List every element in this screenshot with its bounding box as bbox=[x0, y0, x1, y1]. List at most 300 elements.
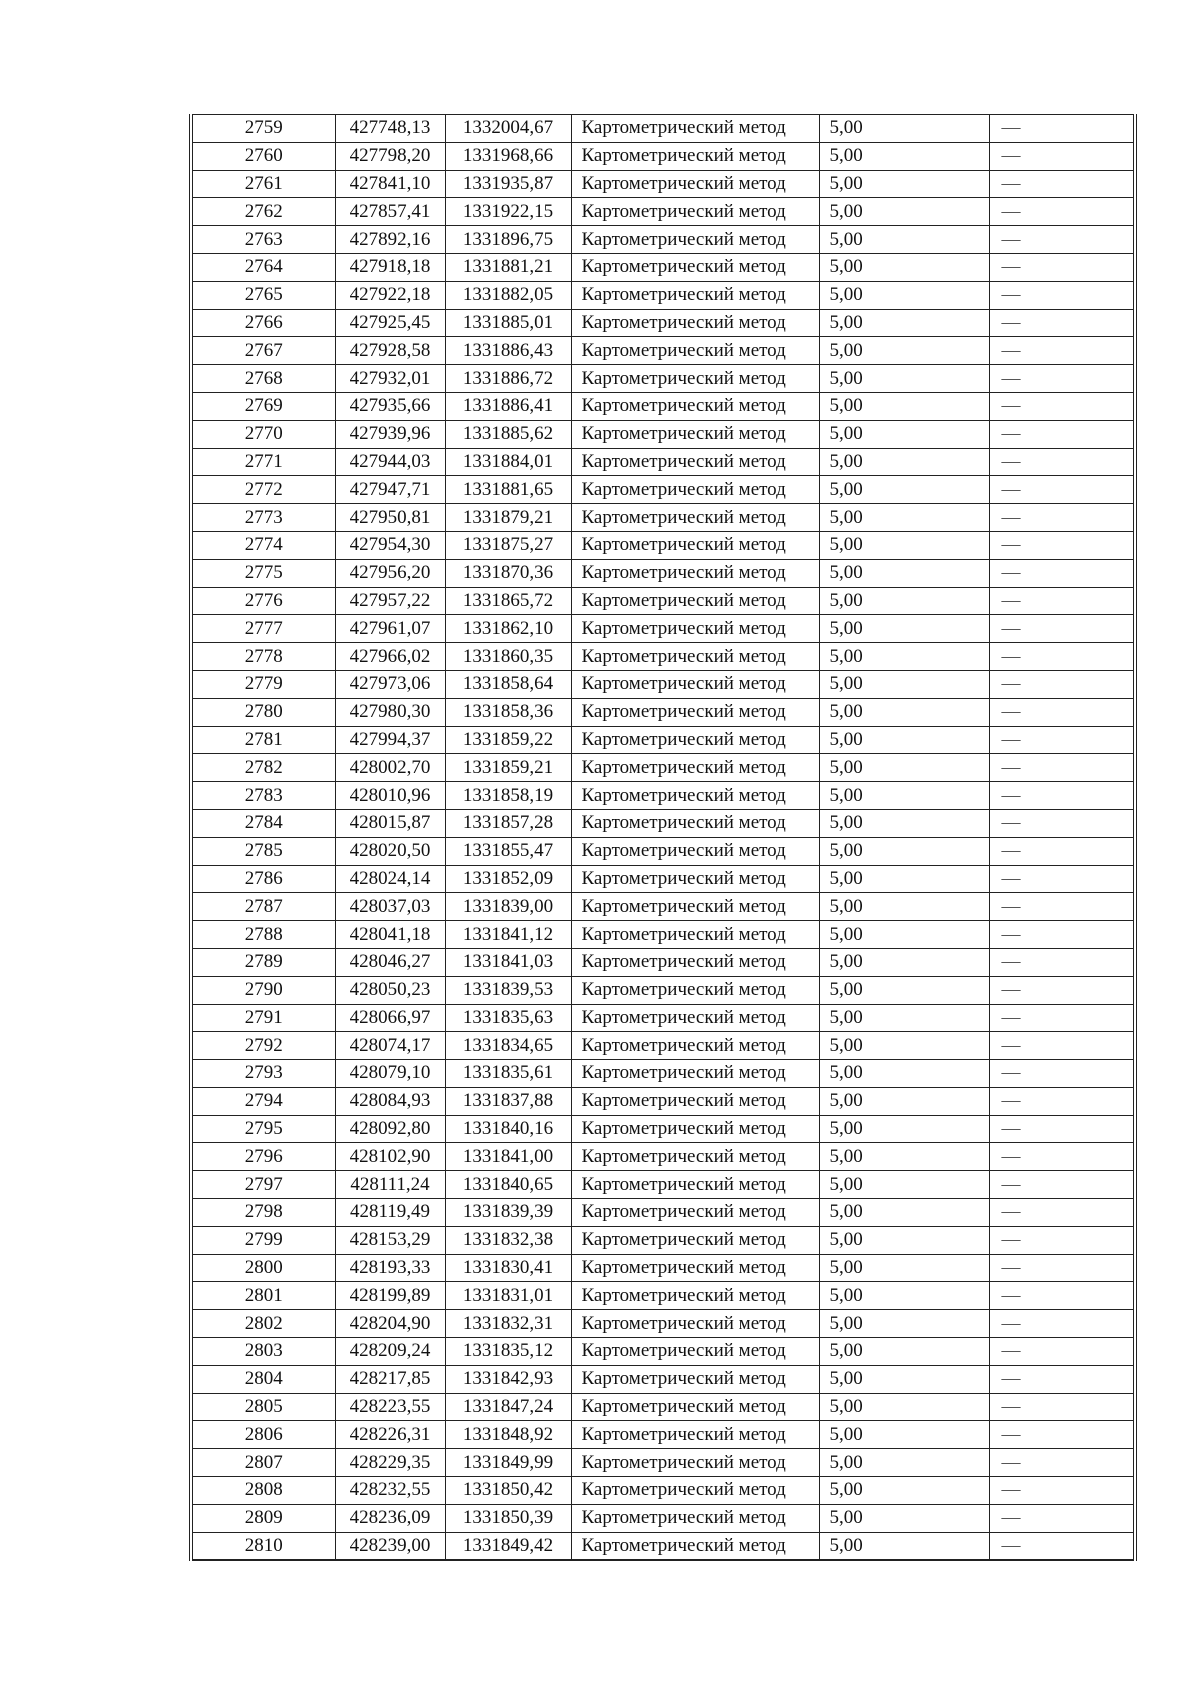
description-cell: — bbox=[989, 1004, 1135, 1032]
table-row bbox=[191, 893, 1135, 921]
point-number-cell: 2789 bbox=[191, 948, 335, 976]
point-number-cell: 2786 bbox=[191, 865, 335, 893]
precision-cell: 5,00 bbox=[819, 643, 989, 671]
point-number-cell: 2801 bbox=[191, 1282, 335, 1310]
table-row bbox=[191, 1421, 1135, 1449]
precision-cell: 5,00 bbox=[819, 1504, 989, 1532]
x-coordinate-cell: 428092,80 bbox=[335, 1115, 445, 1143]
precision-cell: 5,00 bbox=[819, 1421, 989, 1449]
description-cell: — bbox=[989, 1365, 1135, 1393]
description-cell: — bbox=[989, 837, 1135, 865]
method-cell: Картометрический метод bbox=[571, 1365, 819, 1393]
y-coordinate-cell: 1331842,93 bbox=[445, 1365, 571, 1393]
precision-cell: 5,00 bbox=[819, 198, 989, 226]
method-cell: Картометрический метод bbox=[571, 1477, 819, 1505]
y-coordinate-cell: 1331834,65 bbox=[445, 1032, 571, 1060]
precision-cell: 5,00 bbox=[819, 531, 989, 559]
y-coordinate-cell: 1331896,75 bbox=[445, 226, 571, 254]
y-coordinate-cell: 1331837,88 bbox=[445, 1087, 571, 1115]
y-coordinate-cell: 1331857,28 bbox=[445, 809, 571, 837]
description-cell: — bbox=[989, 504, 1135, 532]
precision-cell: 5,00 bbox=[819, 948, 989, 976]
point-number-cell: 2772 bbox=[191, 476, 335, 504]
y-coordinate-cell: 1331849,42 bbox=[445, 1532, 571, 1560]
precision-cell: 5,00 bbox=[819, 921, 989, 949]
description-cell: — bbox=[989, 893, 1135, 921]
x-coordinate-cell: 428119,49 bbox=[335, 1199, 445, 1227]
precision-cell: 5,00 bbox=[819, 837, 989, 865]
precision-cell: 5,00 bbox=[819, 754, 989, 782]
y-coordinate-cell: 1331839,53 bbox=[445, 976, 571, 1004]
description-cell: — bbox=[989, 1115, 1135, 1143]
precision-cell: 5,00 bbox=[819, 392, 989, 420]
point-number-cell: 2777 bbox=[191, 615, 335, 643]
method-cell: Картометрический метод bbox=[571, 198, 819, 226]
y-coordinate-cell: 1331832,31 bbox=[445, 1310, 571, 1338]
description-cell: — bbox=[989, 1421, 1135, 1449]
method-cell: Картометрический метод bbox=[571, 1338, 819, 1366]
method-cell: Картометрический метод bbox=[571, 893, 819, 921]
x-coordinate-cell: 428111,24 bbox=[335, 1171, 445, 1199]
y-coordinate-cell: 1331884,01 bbox=[445, 448, 571, 476]
precision-cell: 5,00 bbox=[819, 893, 989, 921]
x-coordinate-cell: 428239,00 bbox=[335, 1532, 445, 1560]
table-row bbox=[191, 420, 1135, 448]
precision-cell: 5,00 bbox=[819, 365, 989, 393]
y-coordinate-cell: 1331886,72 bbox=[445, 365, 571, 393]
point-number-cell: 2779 bbox=[191, 670, 335, 698]
point-number-cell: 2769 bbox=[191, 392, 335, 420]
point-number-cell: 2781 bbox=[191, 726, 335, 754]
point-number-cell: 2797 bbox=[191, 1171, 335, 1199]
description-cell: — bbox=[989, 1532, 1135, 1560]
point-number-cell: 2761 bbox=[191, 170, 335, 198]
precision-cell: 5,00 bbox=[819, 115, 989, 143]
description-cell: — bbox=[989, 115, 1135, 143]
description-cell: — bbox=[989, 948, 1135, 976]
description-cell: — bbox=[989, 531, 1135, 559]
description-cell: — bbox=[989, 253, 1135, 281]
y-coordinate-cell: 1331865,72 bbox=[445, 587, 571, 615]
description-cell: — bbox=[989, 726, 1135, 754]
point-number-cell: 2785 bbox=[191, 837, 335, 865]
method-cell: Картометрический метод bbox=[571, 226, 819, 254]
x-coordinate-cell: 428002,70 bbox=[335, 754, 445, 782]
y-coordinate-cell: 1331832,38 bbox=[445, 1226, 571, 1254]
x-coordinate-cell: 427892,16 bbox=[335, 226, 445, 254]
table-row bbox=[191, 476, 1135, 504]
description-cell: — bbox=[989, 337, 1135, 365]
point-number-cell: 2808 bbox=[191, 1477, 335, 1505]
precision-cell: 5,00 bbox=[819, 865, 989, 893]
point-number-cell: 2792 bbox=[191, 1032, 335, 1060]
description-cell: — bbox=[989, 1310, 1135, 1338]
table-row bbox=[191, 865, 1135, 893]
y-coordinate-cell: 1331879,21 bbox=[445, 504, 571, 532]
table-row bbox=[191, 170, 1135, 198]
description-cell: — bbox=[989, 1477, 1135, 1505]
description-cell: — bbox=[989, 698, 1135, 726]
table-row bbox=[191, 115, 1135, 143]
method-cell: Картометрический метод bbox=[571, 531, 819, 559]
method-cell: Картометрический метод bbox=[571, 1310, 819, 1338]
point-number-cell: 2788 bbox=[191, 921, 335, 949]
precision-cell: 5,00 bbox=[819, 1060, 989, 1088]
precision-cell: 5,00 bbox=[819, 1199, 989, 1227]
y-coordinate-cell: 1332004,67 bbox=[445, 115, 571, 143]
point-number-cell: 2794 bbox=[191, 1087, 335, 1115]
point-number-cell: 2784 bbox=[191, 809, 335, 837]
precision-cell: 5,00 bbox=[819, 337, 989, 365]
y-coordinate-cell: 1331858,64 bbox=[445, 670, 571, 698]
table-row bbox=[191, 948, 1135, 976]
table-row bbox=[191, 1060, 1135, 1088]
table-row bbox=[191, 921, 1135, 949]
table-row bbox=[191, 1143, 1135, 1171]
table-row bbox=[191, 837, 1135, 865]
method-cell: Картометрический метод bbox=[571, 948, 819, 976]
precision-cell: 5,00 bbox=[819, 615, 989, 643]
table-row bbox=[191, 643, 1135, 671]
x-coordinate-cell: 428153,29 bbox=[335, 1226, 445, 1254]
precision-cell: 5,00 bbox=[819, 1338, 989, 1366]
table-row bbox=[191, 1199, 1135, 1227]
y-coordinate-cell: 1331841,03 bbox=[445, 948, 571, 976]
y-coordinate-cell: 1331882,05 bbox=[445, 281, 571, 309]
x-coordinate-cell: 428066,97 bbox=[335, 1004, 445, 1032]
method-cell: Картометрический метод bbox=[571, 1393, 819, 1421]
description-cell: — bbox=[989, 782, 1135, 810]
point-number-cell: 2810 bbox=[191, 1532, 335, 1560]
method-cell: Картометрический метод bbox=[571, 1421, 819, 1449]
x-coordinate-cell: 428199,89 bbox=[335, 1282, 445, 1310]
table-row bbox=[191, 1504, 1135, 1532]
description-cell: — bbox=[989, 1143, 1135, 1171]
method-cell: Картометрический метод bbox=[571, 337, 819, 365]
x-coordinate-cell: 427857,41 bbox=[335, 198, 445, 226]
method-cell: Картометрический метод bbox=[571, 1060, 819, 1088]
x-coordinate-cell: 428046,27 bbox=[335, 948, 445, 976]
description-cell: — bbox=[989, 1032, 1135, 1060]
x-coordinate-cell: 427748,13 bbox=[335, 115, 445, 143]
x-coordinate-cell: 428084,93 bbox=[335, 1087, 445, 1115]
table-row bbox=[191, 448, 1135, 476]
x-coordinate-cell: 427932,01 bbox=[335, 365, 445, 393]
point-number-cell: 2790 bbox=[191, 976, 335, 1004]
y-coordinate-cell: 1331848,92 bbox=[445, 1421, 571, 1449]
precision-cell: 5,00 bbox=[819, 587, 989, 615]
x-coordinate-cell: 428041,18 bbox=[335, 921, 445, 949]
table-row bbox=[191, 142, 1135, 170]
y-coordinate-cell: 1331859,22 bbox=[445, 726, 571, 754]
y-coordinate-cell: 1331841,12 bbox=[445, 921, 571, 949]
x-coordinate-cell: 428050,23 bbox=[335, 976, 445, 1004]
description-cell: — bbox=[989, 365, 1135, 393]
description-cell: — bbox=[989, 1060, 1135, 1088]
description-cell: — bbox=[989, 281, 1135, 309]
precision-cell: 5,00 bbox=[819, 420, 989, 448]
method-cell: Картометрический метод bbox=[571, 670, 819, 698]
description-cell: — bbox=[989, 226, 1135, 254]
method-cell: Картометрический метод bbox=[571, 1032, 819, 1060]
method-cell: Картометрический метод bbox=[571, 782, 819, 810]
table-row bbox=[191, 1226, 1135, 1254]
x-coordinate-cell: 427928,58 bbox=[335, 337, 445, 365]
method-cell: Картометрический метод bbox=[571, 1115, 819, 1143]
y-coordinate-cell: 1331885,01 bbox=[445, 309, 571, 337]
method-cell: Картометрический метод bbox=[571, 809, 819, 837]
method-cell: Картометрический метод bbox=[571, 1449, 819, 1477]
point-number-cell: 2783 bbox=[191, 782, 335, 810]
table-row bbox=[191, 754, 1135, 782]
point-number-cell: 2776 bbox=[191, 587, 335, 615]
description-cell: — bbox=[989, 976, 1135, 1004]
method-cell: Картометрический метод bbox=[571, 587, 819, 615]
x-coordinate-cell: 428037,03 bbox=[335, 893, 445, 921]
method-cell: Картометрический метод bbox=[571, 448, 819, 476]
description-cell: — bbox=[989, 1393, 1135, 1421]
description-cell: — bbox=[989, 1087, 1135, 1115]
table-row bbox=[191, 1087, 1135, 1115]
y-coordinate-cell: 1331870,36 bbox=[445, 559, 571, 587]
point-number-cell: 2787 bbox=[191, 893, 335, 921]
x-coordinate-cell: 427922,18 bbox=[335, 281, 445, 309]
point-number-cell: 2780 bbox=[191, 698, 335, 726]
x-coordinate-cell: 427939,96 bbox=[335, 420, 445, 448]
y-coordinate-cell: 1331860,35 bbox=[445, 643, 571, 671]
precision-cell: 5,00 bbox=[819, 309, 989, 337]
method-cell: Картометрический метод bbox=[571, 1004, 819, 1032]
table-row bbox=[191, 976, 1135, 1004]
table-row bbox=[191, 1310, 1135, 1338]
method-cell: Картометрический метод bbox=[571, 754, 819, 782]
method-cell: Картометрический метод bbox=[571, 865, 819, 893]
table-row bbox=[191, 226, 1135, 254]
point-number-cell: 2771 bbox=[191, 448, 335, 476]
x-coordinate-cell: 428209,24 bbox=[335, 1338, 445, 1366]
x-coordinate-cell: 428010,96 bbox=[335, 782, 445, 810]
point-number-cell: 2775 bbox=[191, 559, 335, 587]
description-cell: — bbox=[989, 670, 1135, 698]
y-coordinate-cell: 1331852,09 bbox=[445, 865, 571, 893]
point-number-cell: 2763 bbox=[191, 226, 335, 254]
table-row bbox=[191, 1532, 1135, 1560]
precision-cell: 5,00 bbox=[819, 698, 989, 726]
point-number-cell: 2760 bbox=[191, 142, 335, 170]
precision-cell: 5,00 bbox=[819, 1226, 989, 1254]
point-number-cell: 2770 bbox=[191, 420, 335, 448]
description-cell: — bbox=[989, 1282, 1135, 1310]
x-coordinate-cell: 428223,55 bbox=[335, 1393, 445, 1421]
method-cell: Картометрический метод bbox=[571, 142, 819, 170]
precision-cell: 5,00 bbox=[819, 726, 989, 754]
precision-cell: 5,00 bbox=[819, 504, 989, 532]
y-coordinate-cell: 1331850,39 bbox=[445, 1504, 571, 1532]
y-coordinate-cell: 1331847,24 bbox=[445, 1393, 571, 1421]
y-coordinate-cell: 1331855,47 bbox=[445, 837, 571, 865]
y-coordinate-cell: 1331835,61 bbox=[445, 1060, 571, 1088]
x-coordinate-cell: 428217,85 bbox=[335, 1365, 445, 1393]
x-coordinate-cell: 427925,45 bbox=[335, 309, 445, 337]
table-row bbox=[191, 1365, 1135, 1393]
table-row bbox=[191, 559, 1135, 587]
precision-cell: 5,00 bbox=[819, 1449, 989, 1477]
description-cell: — bbox=[989, 392, 1135, 420]
x-coordinate-cell: 427980,30 bbox=[335, 698, 445, 726]
table-row bbox=[191, 1477, 1135, 1505]
y-coordinate-cell: 1331839,00 bbox=[445, 893, 571, 921]
point-number-cell: 2793 bbox=[191, 1060, 335, 1088]
y-coordinate-cell: 1331881,65 bbox=[445, 476, 571, 504]
x-coordinate-cell: 427954,30 bbox=[335, 531, 445, 559]
precision-cell: 5,00 bbox=[819, 1032, 989, 1060]
table-row bbox=[191, 698, 1135, 726]
y-coordinate-cell: 1331835,12 bbox=[445, 1338, 571, 1366]
y-coordinate-cell: 1331835,63 bbox=[445, 1004, 571, 1032]
method-cell: Картометрический метод bbox=[571, 281, 819, 309]
table-row bbox=[191, 392, 1135, 420]
precision-cell: 5,00 bbox=[819, 1004, 989, 1032]
method-cell: Картометрический метод bbox=[571, 837, 819, 865]
coordinates-table bbox=[189, 114, 1137, 1561]
method-cell: Картометрический метод bbox=[571, 698, 819, 726]
precision-cell: 5,00 bbox=[819, 142, 989, 170]
point-number-cell: 2795 bbox=[191, 1115, 335, 1143]
y-coordinate-cell: 1331830,41 bbox=[445, 1254, 571, 1282]
y-coordinate-cell: 1331875,27 bbox=[445, 531, 571, 559]
table-row bbox=[191, 587, 1135, 615]
description-cell: — bbox=[989, 587, 1135, 615]
x-coordinate-cell: 427918,18 bbox=[335, 253, 445, 281]
y-coordinate-cell: 1331885,62 bbox=[445, 420, 571, 448]
method-cell: Картометрический метод bbox=[571, 1532, 819, 1560]
y-coordinate-cell: 1331858,19 bbox=[445, 782, 571, 810]
point-number-cell: 2800 bbox=[191, 1254, 335, 1282]
description-cell: — bbox=[989, 615, 1135, 643]
method-cell: Картометрический метод bbox=[571, 726, 819, 754]
x-coordinate-cell: 427935,66 bbox=[335, 392, 445, 420]
precision-cell: 5,00 bbox=[819, 1254, 989, 1282]
table-row bbox=[191, 504, 1135, 532]
point-number-cell: 2809 bbox=[191, 1504, 335, 1532]
precision-cell: 5,00 bbox=[819, 1087, 989, 1115]
point-number-cell: 2805 bbox=[191, 1393, 335, 1421]
description-cell: — bbox=[989, 921, 1135, 949]
point-number-cell: 2798 bbox=[191, 1199, 335, 1227]
table-row bbox=[191, 1338, 1135, 1366]
precision-cell: 5,00 bbox=[819, 170, 989, 198]
description-cell: — bbox=[989, 448, 1135, 476]
table-row bbox=[191, 1449, 1135, 1477]
description-cell: — bbox=[989, 170, 1135, 198]
y-coordinate-cell: 1331840,65 bbox=[445, 1171, 571, 1199]
precision-cell: 5,00 bbox=[819, 1171, 989, 1199]
method-cell: Картометрический метод bbox=[571, 420, 819, 448]
point-number-cell: 2799 bbox=[191, 1226, 335, 1254]
description-cell: — bbox=[989, 754, 1135, 782]
precision-cell: 5,00 bbox=[819, 670, 989, 698]
table-row bbox=[191, 782, 1135, 810]
precision-cell: 5,00 bbox=[819, 1477, 989, 1505]
y-coordinate-cell: 1331850,42 bbox=[445, 1477, 571, 1505]
point-number-cell: 2762 bbox=[191, 198, 335, 226]
point-number-cell: 2764 bbox=[191, 253, 335, 281]
point-number-cell: 2759 bbox=[191, 115, 335, 143]
table-row bbox=[191, 337, 1135, 365]
x-coordinate-cell: 428226,31 bbox=[335, 1421, 445, 1449]
x-coordinate-cell: 427798,20 bbox=[335, 142, 445, 170]
method-cell: Картометрический метод bbox=[571, 921, 819, 949]
y-coordinate-cell: 1331881,21 bbox=[445, 253, 571, 281]
x-coordinate-cell: 427944,03 bbox=[335, 448, 445, 476]
point-number-cell: 2766 bbox=[191, 309, 335, 337]
table-row bbox=[191, 1393, 1135, 1421]
table-row bbox=[191, 1004, 1135, 1032]
table-row bbox=[191, 615, 1135, 643]
table-row bbox=[191, 726, 1135, 754]
x-coordinate-cell: 428193,33 bbox=[335, 1254, 445, 1282]
y-coordinate-cell: 1331831,01 bbox=[445, 1282, 571, 1310]
table-row bbox=[191, 1282, 1135, 1310]
precision-cell: 5,00 bbox=[819, 1393, 989, 1421]
point-number-cell: 2782 bbox=[191, 754, 335, 782]
y-coordinate-cell: 1331968,66 bbox=[445, 142, 571, 170]
x-coordinate-cell: 428020,50 bbox=[335, 837, 445, 865]
precision-cell: 5,00 bbox=[819, 1365, 989, 1393]
y-coordinate-cell: 1331859,21 bbox=[445, 754, 571, 782]
method-cell: Картометрический метод bbox=[571, 559, 819, 587]
x-coordinate-cell: 427956,20 bbox=[335, 559, 445, 587]
precision-cell: 5,00 bbox=[819, 782, 989, 810]
point-number-cell: 2773 bbox=[191, 504, 335, 532]
point-number-cell: 2804 bbox=[191, 1365, 335, 1393]
precision-cell: 5,00 bbox=[819, 1282, 989, 1310]
description-cell: — bbox=[989, 142, 1135, 170]
x-coordinate-cell: 428236,09 bbox=[335, 1504, 445, 1532]
x-coordinate-cell: 427957,22 bbox=[335, 587, 445, 615]
method-cell: Картометрический метод bbox=[571, 1254, 819, 1282]
point-number-cell: 2803 bbox=[191, 1338, 335, 1366]
table-row bbox=[191, 531, 1135, 559]
x-coordinate-cell: 427841,10 bbox=[335, 170, 445, 198]
point-number-cell: 2767 bbox=[191, 337, 335, 365]
method-cell: Картометрический метод bbox=[571, 504, 819, 532]
point-number-cell: 2768 bbox=[191, 365, 335, 393]
precision-cell: 5,00 bbox=[819, 1143, 989, 1171]
point-number-cell: 2765 bbox=[191, 281, 335, 309]
y-coordinate-cell: 1331935,87 bbox=[445, 170, 571, 198]
method-cell: Картометрический метод bbox=[571, 392, 819, 420]
method-cell: Картометрический метод bbox=[571, 1199, 819, 1227]
description-cell: — bbox=[989, 559, 1135, 587]
method-cell: Картометрический метод bbox=[571, 1282, 819, 1310]
y-coordinate-cell: 1331840,16 bbox=[445, 1115, 571, 1143]
method-cell: Картометрический метод bbox=[571, 976, 819, 1004]
y-coordinate-cell: 1331841,00 bbox=[445, 1143, 571, 1171]
description-cell: — bbox=[989, 1254, 1135, 1282]
x-coordinate-cell: 427961,07 bbox=[335, 615, 445, 643]
description-cell: — bbox=[989, 865, 1135, 893]
method-cell: Картометрический метод bbox=[571, 1087, 819, 1115]
point-number-cell: 2778 bbox=[191, 643, 335, 671]
table-row bbox=[191, 1115, 1135, 1143]
precision-cell: 5,00 bbox=[819, 1115, 989, 1143]
description-cell: — bbox=[989, 643, 1135, 671]
point-number-cell: 2796 bbox=[191, 1143, 335, 1171]
precision-cell: 5,00 bbox=[819, 476, 989, 504]
description-cell: — bbox=[989, 476, 1135, 504]
description-cell: — bbox=[989, 1449, 1135, 1477]
